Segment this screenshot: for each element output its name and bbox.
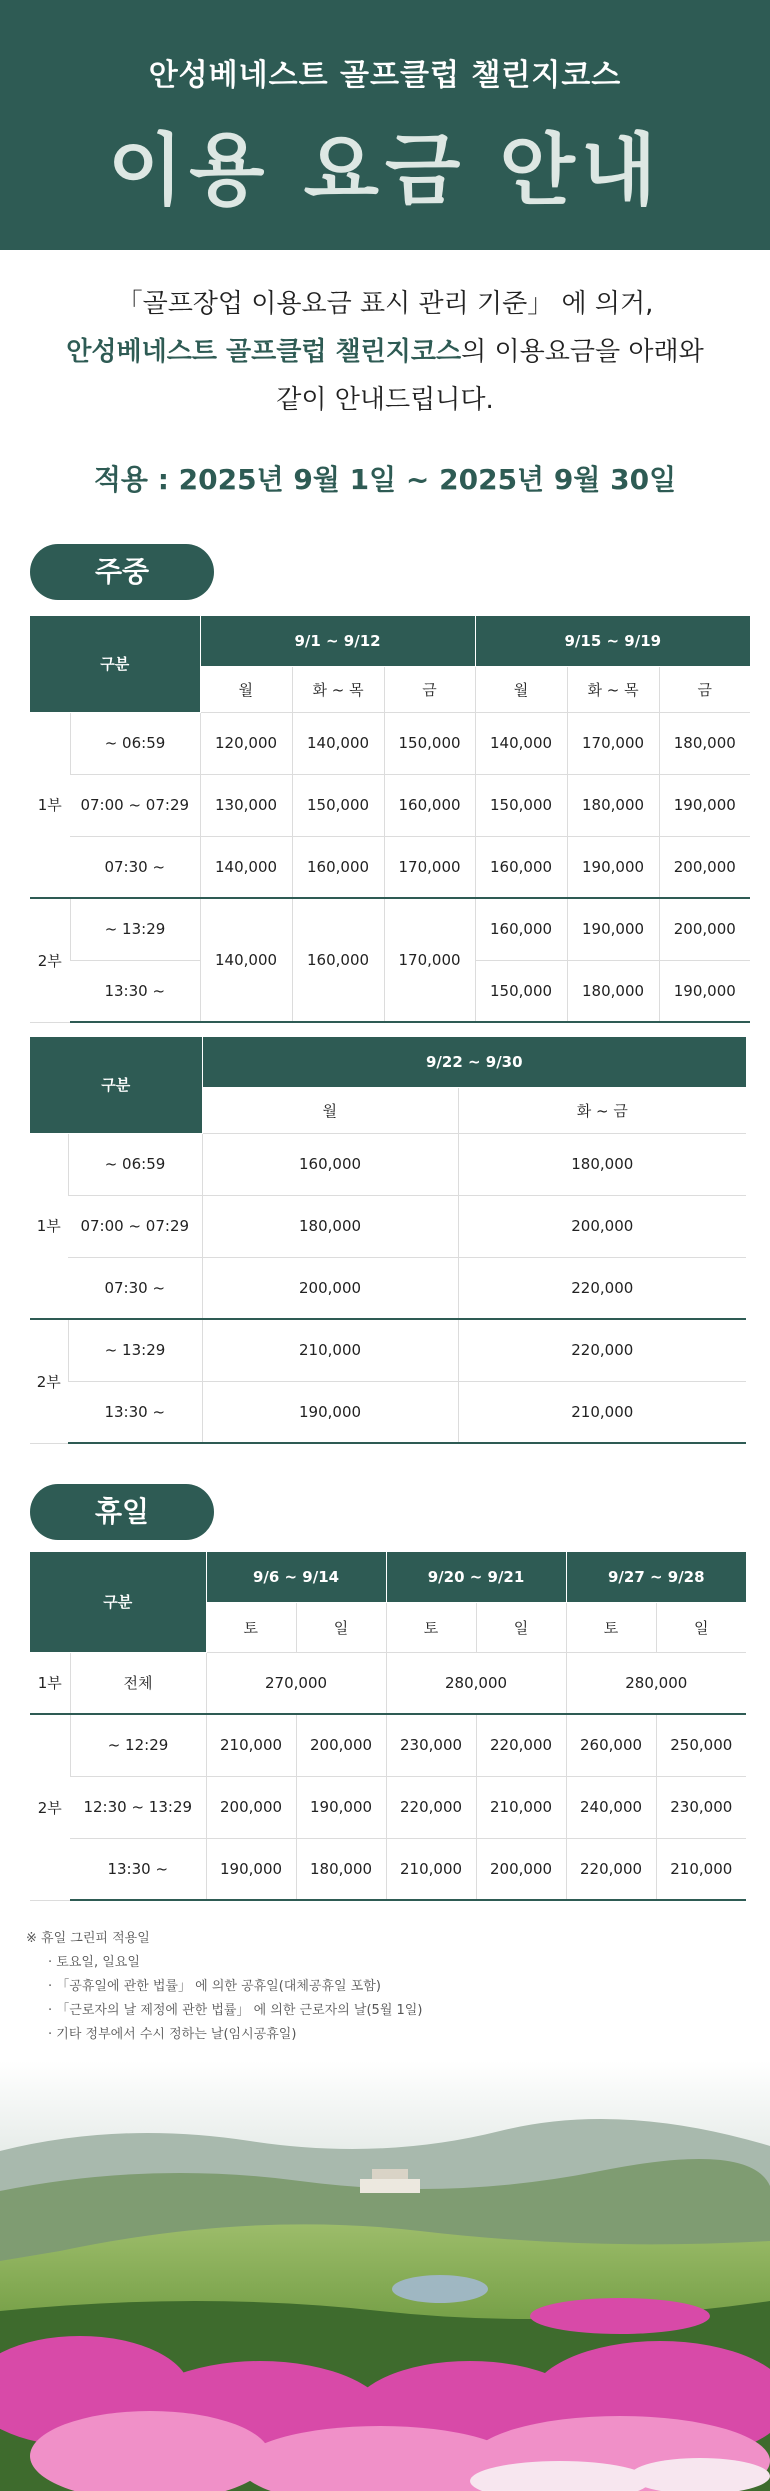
price-cell: 210,000 [458, 1381, 746, 1443]
price-cell: 200,000 [476, 1838, 566, 1900]
price-cell: 220,000 [566, 1838, 656, 1900]
price-cell: 270,000 [206, 1652, 386, 1714]
table-corner-label: 구분 [30, 1037, 202, 1133]
tee-time: 12:30 ~ 13:29 [70, 1776, 206, 1838]
course-name: 안성베네스트 골프클럽 챌린지코스 [66, 337, 462, 367]
price-cell: 180,000 [567, 960, 659, 1022]
day-header: 금 [384, 666, 475, 712]
tee-time: ~ 06:59 [70, 712, 200, 774]
price-cell: 140,000 [200, 898, 292, 1022]
tee-time: ~ 06:59 [68, 1133, 202, 1195]
price-cell: 240,000 [566, 1776, 656, 1838]
weekday-rate-table-1 [30, 616, 750, 1023]
part-label: 2부 [30, 1714, 70, 1900]
price-cell: 160,000 [475, 898, 567, 960]
tee-time: ~ 13:29 [70, 898, 200, 960]
holiday-notes [0, 1927, 770, 2047]
price-cell: 160,000 [384, 774, 475, 836]
price-cell: 180,000 [202, 1195, 458, 1257]
period-header: 9/15 ~ 9/19 [475, 616, 750, 666]
golf-course-illustration [0, 2061, 770, 2491]
day-header: 토 [386, 1602, 476, 1652]
price-cell: 170,000 [384, 898, 475, 1022]
header-subtitle: 안성베네스트 골프클럽 챌린지코스 [148, 58, 622, 93]
notes-item: · 기타 정부에서 수시 정하는 날(임시공휴일) [48, 2027, 297, 2042]
intro-line-1: 「골프장업 이용요금 표시 관리 기준」 에 의거, [116, 289, 654, 319]
part-label: 2부 [30, 898, 70, 1022]
price-cell: 210,000 [656, 1838, 746, 1900]
golf-course-photo [0, 2061, 770, 2491]
price-cell: 210,000 [476, 1776, 566, 1838]
price-cell: 190,000 [659, 960, 750, 1022]
apply-period: 적용 : 2025년 9월 1일 ~ 2025년 9월 30일 [93, 463, 677, 496]
table-corner-label: 구분 [30, 616, 200, 712]
price-cell: 210,000 [202, 1319, 458, 1381]
price-cell: 220,000 [458, 1319, 746, 1381]
price-cell: 140,000 [475, 712, 567, 774]
intro-line-3: 같이 안내드립니다. [276, 385, 494, 415]
page-header [0, 0, 770, 250]
intro-line-2-rest: 의 이용요금을 아래와 [461, 337, 704, 367]
price-cell: 160,000 [292, 898, 384, 1022]
price-cell: 200,000 [296, 1714, 386, 1776]
price-cell: 260,000 [566, 1714, 656, 1776]
intro-line-2 [0, 328, 770, 376]
price-cell: 200,000 [458, 1195, 746, 1257]
price-cell: 280,000 [386, 1652, 566, 1714]
part-label: 1부 [30, 1652, 70, 1714]
price-cell: 280,000 [566, 1652, 746, 1714]
tee-time: 07:30 ~ [68, 1257, 202, 1319]
tee-time: 07:30 ~ [70, 836, 200, 898]
price-cell: 170,000 [384, 836, 475, 898]
price-cell: 180,000 [567, 774, 659, 836]
price-cell: 150,000 [475, 774, 567, 836]
day-header: 토 [206, 1602, 296, 1652]
part-label: 2부 [30, 1319, 68, 1443]
day-header: 월 [200, 666, 292, 712]
price-cell: 140,000 [200, 836, 292, 898]
price-cell: 160,000 [292, 836, 384, 898]
period-header: 9/27 ~ 9/28 [566, 1552, 746, 1602]
price-cell: 200,000 [206, 1776, 296, 1838]
tee-time: 07:00 ~ 07:29 [70, 774, 200, 836]
price-cell: 190,000 [202, 1381, 458, 1443]
tee-time: 13:30 ~ [70, 960, 200, 1022]
price-cell: 160,000 [475, 836, 567, 898]
price-cell: 220,000 [386, 1776, 476, 1838]
price-cell: 190,000 [567, 898, 659, 960]
price-cell: 190,000 [659, 774, 750, 836]
price-cell: 210,000 [206, 1714, 296, 1776]
day-header: 화 ~ 목 [292, 666, 384, 712]
price-cell: 200,000 [659, 898, 750, 960]
holiday-label: 휴일 [30, 1484, 214, 1540]
price-cell: 190,000 [206, 1838, 296, 1900]
day-header: 월 [202, 1087, 458, 1133]
price-cell: 230,000 [386, 1714, 476, 1776]
price-cell: 150,000 [384, 712, 475, 774]
part-label: 1부 [30, 712, 70, 898]
tee-time: 13:30 ~ [68, 1381, 202, 1443]
price-cell: 160,000 [202, 1133, 458, 1195]
part-label: 1부 [30, 1133, 68, 1319]
price-cell: 150,000 [292, 774, 384, 836]
day-header: 일 [656, 1602, 746, 1652]
price-cell: 210,000 [386, 1838, 476, 1900]
price-cell: 190,000 [296, 1776, 386, 1838]
tee-time: 13:30 ~ [70, 1838, 206, 1900]
price-cell: 130,000 [200, 774, 292, 836]
intro-text [0, 250, 770, 424]
price-cell: 120,000 [200, 712, 292, 774]
price-cell: 250,000 [656, 1714, 746, 1776]
day-header: 화 ~ 금 [458, 1087, 746, 1133]
tee-time: ~ 13:29 [68, 1319, 202, 1381]
table-corner-label: 구분 [30, 1552, 206, 1652]
period-header: 9/20 ~ 9/21 [386, 1552, 566, 1602]
day-header: 일 [476, 1602, 566, 1652]
day-header: 화 ~ 목 [567, 666, 659, 712]
day-header: 금 [659, 666, 750, 712]
holiday-rate-table [30, 1552, 746, 1901]
page-title: 이용 요금 안내 [107, 126, 663, 216]
period-header: 9/22 ~ 9/30 [202, 1037, 746, 1087]
notes-item: · 「공휴일에 관한 법률」 에 의한 공휴일(대체공휴일 포함) [48, 1979, 381, 1994]
notes-item: · 토요일, 일요일 [48, 1955, 140, 1970]
tee-time: 전체 [70, 1652, 206, 1714]
period-header: 9/1 ~ 9/12 [200, 616, 475, 666]
price-cell: 180,000 [458, 1133, 746, 1195]
weekday-rate-table-2 [30, 1037, 746, 1444]
period-header: 9/6 ~ 9/14 [206, 1552, 386, 1602]
day-header: 토 [566, 1602, 656, 1652]
price-cell: 190,000 [567, 836, 659, 898]
price-cell: 180,000 [659, 712, 750, 774]
price-cell: 200,000 [659, 836, 750, 898]
price-cell: 170,000 [567, 712, 659, 774]
notes-title: ※ 휴일 그린피 적용일 [26, 1931, 150, 1946]
notes-item: · 「근로자의 날 제정에 관한 법률」 에 의한 근로자의 날(5월 1일) [48, 2003, 423, 2018]
tee-time: 07:00 ~ 07:29 [68, 1195, 202, 1257]
price-cell: 220,000 [476, 1714, 566, 1776]
weekday-label: 주중 [30, 544, 214, 600]
price-cell: 180,000 [296, 1838, 386, 1900]
price-cell: 230,000 [656, 1776, 746, 1838]
price-cell: 140,000 [292, 712, 384, 774]
day-header: 월 [475, 666, 567, 712]
price-cell: 150,000 [475, 960, 567, 1022]
price-cell: 220,000 [458, 1257, 746, 1319]
day-header: 일 [296, 1602, 386, 1652]
price-cell: 200,000 [202, 1257, 458, 1319]
tee-time: ~ 12:29 [70, 1714, 206, 1776]
